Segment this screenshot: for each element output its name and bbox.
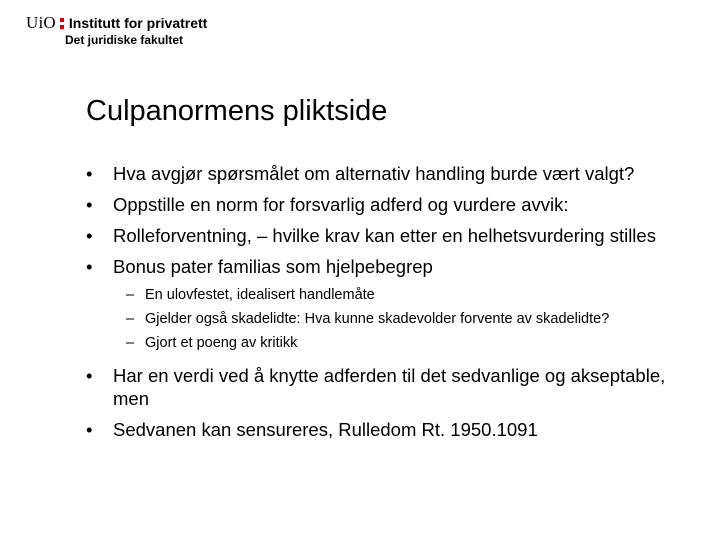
bullet-text: Hva avgjør spørsmålet om alternativ handling burde vært valgt?	[113, 163, 635, 184]
slide-title: Culpanormens pliktside	[86, 95, 388, 127]
bullet-text: Bonus pater familias som hjelpebegrep	[113, 256, 433, 277]
bullet-item	[86, 364, 696, 410]
bullet-icon: •	[86, 225, 93, 246]
institution-header	[26, 14, 207, 48]
bullet-text: Sedvanen kan sensureres, Rulledom Rt. 1950.1091	[113, 419, 538, 440]
bullet-icon: •	[86, 256, 93, 277]
bullet-icon: •	[86, 163, 93, 184]
dash-icon: –	[126, 311, 135, 327]
dash-icon: –	[126, 335, 135, 351]
uio-logo: UiO	[26, 13, 56, 32]
sub-bullet-item	[126, 286, 696, 305]
bullet-text: Oppstille en norm for forsvarlig adferd og vurdere avvik:	[113, 194, 569, 215]
bullet-item	[86, 193, 696, 216]
bullet-item	[86, 162, 696, 185]
sub-bullet-text: En ulovfestet, idealisert handlemåte	[145, 287, 375, 303]
dash-icon: –	[126, 287, 135, 303]
logo-row	[26, 14, 207, 32]
sub-bullet-item	[126, 310, 696, 329]
sub-bullet-text: Gjort et poeng av kritikk	[145, 335, 298, 351]
bullet-list-top	[86, 162, 696, 278]
bullet-list-bottom	[86, 364, 696, 441]
bullet-item	[86, 418, 696, 441]
bullet-icon: •	[86, 419, 93, 440]
sub-bullet-item	[126, 334, 696, 353]
bullet-icon: •	[86, 194, 93, 215]
bullet-item	[86, 255, 696, 278]
bullet-icon: •	[86, 365, 93, 386]
faculty-name: Det juridiske fakultet	[65, 33, 184, 47]
institute-name: Institutt for privatrett	[68, 15, 208, 31]
sub-bullet-text: Gjelder også skadelidte: Hva kunne skadevolder forvente av skadelidte?	[145, 311, 610, 327]
bullet-text: Har en verdi ved å knytte adferden til det sedvanlige og akseptable, men	[113, 365, 666, 409]
uio-colon-mark-icon	[60, 14, 64, 32]
sub-bullet-list	[126, 286, 696, 353]
bullet-text: Rolleforventning, – hvilke krav kan etter en helhetsvurdering stilles	[113, 225, 656, 246]
slide-content	[86, 162, 696, 449]
bullet-item	[86, 224, 696, 247]
